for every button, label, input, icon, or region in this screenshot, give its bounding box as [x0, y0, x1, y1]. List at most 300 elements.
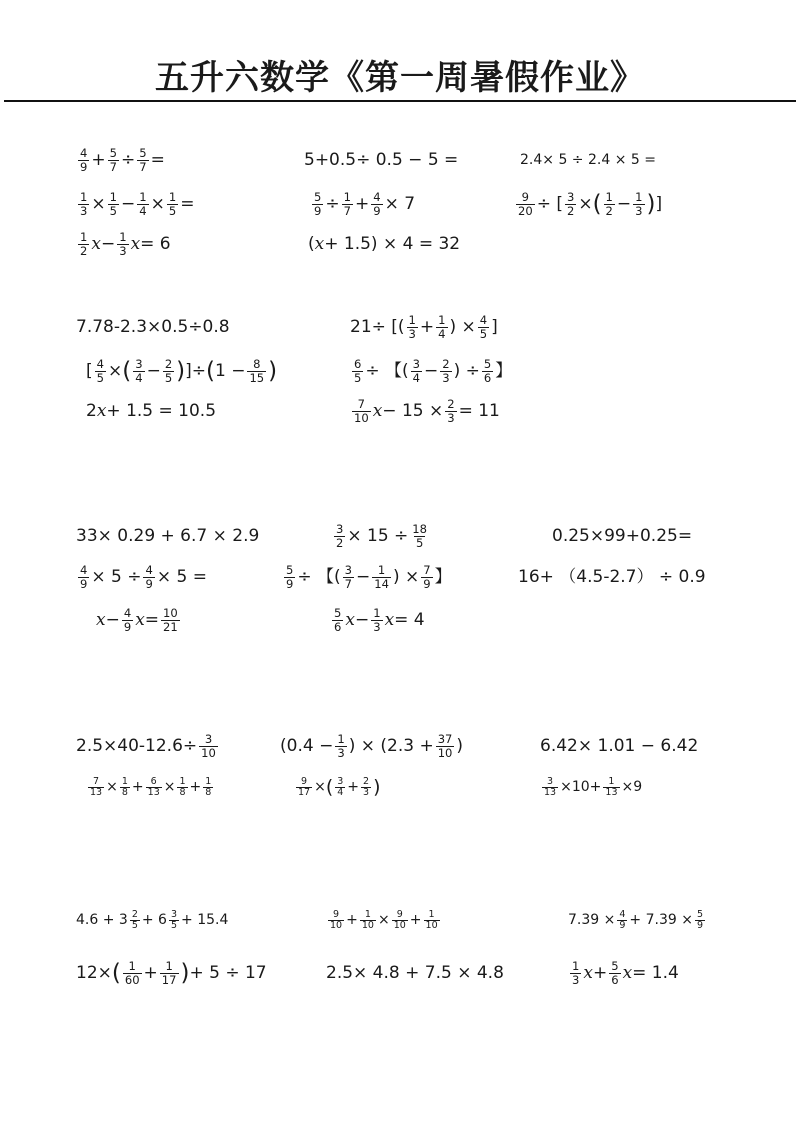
fraction: [411, 358, 422, 383]
problem-p01: [76, 138, 165, 182]
bracket: ): [180, 960, 190, 986]
denominator: 3: [80, 203, 88, 218]
variable: x: [384, 610, 395, 630]
denominator: 9: [80, 576, 88, 591]
problem-p06: [514, 182, 662, 226]
denominator: 5: [415, 535, 424, 550]
fraction: [335, 733, 346, 758]
expression-text: +: [189, 779, 202, 795]
expression-text: =: [150, 150, 165, 170]
bracket: (: [206, 358, 215, 384]
fraction: [296, 777, 312, 798]
numerator: 5: [483, 357, 492, 372]
denominator: 13: [90, 786, 103, 798]
expression-text: 2.5× 4.8 + 7.5 × 4.8: [326, 963, 504, 983]
problem-p13: [86, 389, 216, 433]
problem-p30: [326, 898, 442, 942]
denominator: 60: [124, 972, 140, 987]
bracket: ): [646, 191, 656, 217]
numerator: 2: [442, 357, 450, 372]
expression-text: −: [616, 194, 632, 214]
expression-text: +: [143, 963, 158, 983]
expression-text: −: [424, 361, 439, 381]
fraction: [372, 564, 391, 589]
expression-text: + 7.39 ×: [629, 912, 693, 928]
expression-text: 2.5×40-12.6÷: [76, 736, 198, 756]
problem-p34: [568, 951, 679, 995]
fraction: [695, 910, 705, 931]
expression-text: + 1.5) × 4 = 32: [324, 234, 461, 254]
denominator: 2: [566, 203, 575, 218]
fraction: [342, 191, 353, 216]
expression-text: ÷ 【(: [297, 567, 341, 587]
numerator: 1: [438, 313, 446, 328]
fraction: [160, 960, 179, 985]
expression-text: −: [354, 610, 370, 630]
denominator: 17: [298, 786, 311, 798]
fraction: [335, 777, 345, 798]
expression-text: 2: [86, 401, 97, 421]
denominator: 5: [109, 203, 117, 218]
numerator: 3: [566, 190, 575, 205]
fraction: [436, 733, 455, 758]
problem-p22: [330, 598, 425, 642]
numerator: 1: [408, 313, 416, 328]
denominator: 5: [164, 370, 173, 385]
expression-text: 16+ （4.5-2.7） ÷ 0.9: [518, 567, 706, 587]
fraction: [570, 960, 581, 985]
problem-p04: [76, 182, 194, 226]
expression-text: ÷ [: [536, 194, 563, 214]
fraction: [516, 191, 535, 216]
denominator: 4: [135, 370, 143, 385]
expression-text: 4.6 + 3: [76, 912, 128, 928]
expression-text: +: [419, 317, 435, 337]
fraction: [169, 910, 179, 931]
numerator: 9: [333, 908, 340, 920]
fraction: [445, 398, 456, 423]
fraction: [371, 607, 382, 632]
expression-text: ×: [377, 912, 390, 928]
denominator: 5: [168, 203, 177, 218]
denominator: 9: [314, 203, 322, 218]
page-title: 五升六数学《第一周暑假作业》: [155, 58, 645, 98]
fraction: [167, 191, 178, 216]
expression-text: (: [308, 234, 315, 254]
denominator: 10: [330, 919, 343, 931]
fraction: [117, 231, 128, 256]
numerator: 3: [135, 357, 143, 372]
expression-text: × 5 ÷: [91, 567, 142, 587]
expression-text: [: [86, 361, 93, 381]
fraction: [352, 398, 371, 423]
fraction: [410, 523, 429, 548]
denominator: 3: [373, 619, 381, 634]
fraction: [424, 910, 440, 931]
numerator: 5: [334, 606, 342, 621]
denominator: 5: [479, 326, 488, 341]
numerator: 9: [521, 190, 530, 205]
expression-text: +: [592, 963, 608, 983]
numerator: 4: [80, 563, 88, 578]
expression-text: 】: [495, 361, 513, 381]
expression-text: ) ×: [449, 317, 476, 337]
denominator: 8: [121, 786, 128, 798]
variable: x: [96, 401, 107, 421]
expression-text: =: [144, 610, 160, 630]
fraction: [146, 777, 162, 798]
problem-p29: [76, 898, 228, 942]
variable: x: [583, 963, 593, 983]
fraction: [78, 191, 89, 216]
denominator: 13: [544, 786, 557, 798]
expression-text: ×10+: [560, 779, 602, 795]
fraction: [603, 777, 619, 798]
denominator: 10: [393, 919, 406, 931]
fraction: [478, 314, 489, 339]
denominator: 7: [139, 159, 147, 174]
numerator: 1: [128, 959, 136, 974]
problem-p07: [76, 222, 171, 266]
denominator: 9: [123, 619, 132, 634]
numerator: 3: [204, 732, 213, 747]
fraction: [312, 191, 323, 216]
expression-text: 21÷ [(: [350, 317, 405, 337]
numerator: 1: [179, 775, 186, 787]
numerator: 2: [447, 397, 455, 412]
problem-p20: [518, 555, 706, 599]
expression-text: +: [354, 194, 370, 214]
denominator: 4: [139, 203, 147, 218]
bracket: ): [176, 358, 186, 384]
denominator: 20: [518, 203, 533, 218]
numerator: 5: [611, 959, 619, 974]
problem-p15: [76, 514, 259, 558]
expression-text: +: [91, 150, 106, 170]
numerator: 1: [608, 775, 615, 787]
problem-p05: [310, 182, 415, 226]
problem-p21: [96, 598, 182, 642]
expression-text: ]: [655, 194, 663, 214]
bracket: (: [122, 358, 132, 384]
fraction: [95, 358, 106, 383]
numerator: 18: [412, 522, 427, 537]
problem-p09: [76, 305, 230, 349]
fraction: [78, 564, 89, 589]
problem-p33: [326, 951, 504, 995]
fraction: [482, 358, 493, 383]
problem-p03: [520, 138, 656, 182]
numerator: 1: [605, 190, 613, 205]
numerator: 1: [121, 775, 128, 787]
denominator: 10: [437, 745, 453, 760]
expression-text: × 5 =: [156, 567, 207, 587]
denominator: 9: [696, 919, 704, 931]
numerator: 1: [205, 775, 212, 787]
fraction: [332, 607, 343, 632]
fraction: [78, 147, 89, 172]
bracket: ): [373, 776, 381, 798]
numerator: 1: [428, 908, 435, 920]
variable: x: [345, 610, 355, 630]
numerator: 3: [547, 775, 554, 787]
denominator: 15: [249, 370, 265, 385]
numerator: 1: [168, 190, 177, 205]
bracket: (: [592, 191, 602, 217]
problem-p23: [76, 724, 220, 768]
problem-p10: [350, 305, 498, 349]
denominator: 9: [619, 919, 626, 931]
fraction: [122, 607, 133, 632]
fraction: [609, 960, 620, 985]
numerator: 1: [635, 190, 643, 205]
variable: x: [130, 234, 141, 254]
expression-text: ×: [578, 194, 593, 214]
denominator: 6: [483, 370, 492, 385]
fraction: [284, 564, 295, 589]
denominator: 3: [119, 243, 127, 258]
variable: x: [622, 963, 633, 983]
denominator: 3: [635, 203, 643, 218]
fraction: [343, 564, 354, 589]
denominator: 5: [354, 370, 362, 385]
numerator: 6: [354, 357, 362, 372]
numerator: 6: [150, 775, 157, 787]
expression-text: =: [180, 194, 195, 214]
expression-text: + 15.4: [181, 912, 229, 928]
expression-text: ) ÷: [453, 361, 480, 381]
expression-text: −: [105, 610, 120, 630]
expression-text: 】: [434, 567, 452, 587]
numerator: 9: [396, 908, 403, 920]
fraction: [120, 777, 130, 798]
numerator: 4: [619, 908, 626, 920]
denominator: 6: [611, 972, 619, 987]
expression-text: ×9: [621, 779, 643, 795]
denominator: 4: [412, 370, 420, 385]
denominator: 21: [163, 619, 178, 634]
fraction: [352, 358, 363, 383]
numerator: 1: [373, 606, 381, 621]
expression-text: + 5 ÷ 17: [189, 963, 267, 983]
expression-text: + 6: [141, 912, 167, 928]
expression-text: × 15 ÷: [347, 526, 409, 546]
fraction: [334, 523, 345, 548]
fraction: [137, 191, 148, 216]
fraction: [371, 191, 382, 216]
fraction: [542, 777, 558, 798]
problem-p19: [282, 555, 452, 599]
denominator: 9: [80, 159, 88, 174]
numerator: 1: [343, 190, 351, 205]
expression-text: 5+0.5÷ 0.5 − 5 =: [304, 150, 459, 170]
expression-text: −: [146, 361, 161, 381]
variable: x: [314, 234, 325, 254]
numerator: 5: [139, 146, 147, 161]
fraction: [177, 777, 187, 798]
numerator: 4: [479, 313, 488, 328]
expression-text: ]÷: [185, 361, 207, 381]
variable: x: [372, 401, 383, 421]
fraction: [130, 910, 140, 931]
problem-p11: [86, 349, 277, 393]
fraction: [361, 777, 371, 798]
problem-p16: [332, 514, 431, 558]
numerator: 2: [131, 908, 138, 920]
numerator: 5: [109, 146, 117, 161]
expression-text: +: [346, 912, 358, 928]
denominator: 7: [109, 159, 117, 174]
numerator: 3: [412, 357, 420, 372]
numerator: 1: [80, 230, 88, 245]
fraction: [78, 231, 89, 256]
denominator: 3: [447, 410, 455, 425]
denominator: 3: [408, 326, 416, 341]
denominator: 9: [286, 576, 294, 591]
denominator: 3: [363, 786, 370, 798]
denominator: 6: [334, 619, 342, 634]
problem-p26: [86, 765, 215, 809]
fraction: [203, 777, 213, 798]
denominator: 13: [605, 786, 618, 798]
expression-text: ): [456, 736, 464, 756]
problem-p31: [568, 898, 707, 942]
denominator: 9: [423, 576, 431, 591]
denominator: 9: [145, 576, 153, 591]
denominator: 10: [425, 919, 438, 931]
expression-text: +: [409, 912, 422, 928]
denominator: 2: [336, 535, 344, 550]
fraction: [161, 607, 180, 632]
numerator: 1: [109, 190, 117, 205]
numerator: 4: [123, 606, 132, 621]
expression-text: −: [100, 234, 116, 254]
expression-text: − 15 ×: [382, 401, 444, 421]
fraction: [137, 147, 148, 172]
numerator: 9: [301, 775, 308, 787]
expression-text: ×: [314, 779, 326, 795]
expression-text: ×: [163, 779, 176, 795]
expression-text: +: [131, 779, 144, 795]
numerator: 7: [93, 775, 100, 787]
expression-text: ×: [106, 779, 118, 795]
denominator: 5: [170, 919, 178, 931]
numerator: 3: [344, 563, 352, 578]
expression-text: ) × (2.3 +: [348, 736, 434, 756]
expression-text: = 1.4: [632, 963, 679, 983]
problem-p08: [308, 222, 460, 266]
problem-p12: [350, 349, 512, 393]
expression-text: ) ×: [392, 567, 420, 587]
expression-text: + 1.5 = 10.5: [106, 401, 217, 421]
numerator: 10: [163, 606, 178, 621]
denominator: 10: [354, 410, 369, 425]
expression-text: ×: [150, 194, 165, 214]
denominator: 14: [374, 576, 389, 591]
fraction: [360, 910, 376, 931]
expression-text: = 4: [394, 610, 425, 630]
numerator: 1: [139, 190, 147, 205]
fraction: [108, 147, 119, 172]
numerator: 4: [145, 563, 153, 578]
denominator: 3: [442, 370, 450, 385]
fraction: [199, 733, 218, 758]
fraction: [143, 564, 154, 589]
denominator: 3: [572, 972, 580, 987]
problem-p02: [304, 138, 458, 182]
expression-text: ×: [108, 361, 123, 381]
variable: x: [96, 610, 106, 630]
fraction: [328, 910, 344, 931]
bracket: (: [111, 960, 121, 986]
expression-text: ÷: [325, 194, 340, 214]
denominator: 4: [337, 786, 344, 798]
numerator: 1: [364, 908, 371, 920]
fraction: [247, 358, 266, 383]
problem-p28: [540, 765, 642, 809]
numerator: 2: [164, 357, 173, 372]
problem-p24: [280, 724, 463, 768]
numerator: 5: [696, 908, 704, 920]
denominator: 2: [80, 243, 88, 258]
numerator: 1: [119, 230, 127, 245]
numerator: 5: [286, 563, 294, 578]
denominator: 3: [337, 745, 345, 760]
fraction: [604, 191, 615, 216]
bracket: ): [268, 358, 278, 384]
expression-text: ×: [91, 194, 106, 214]
expression-text: 33× 0.29 + 6.7 × 2.9: [76, 526, 260, 546]
denominator: 7: [343, 203, 351, 218]
numerator: 5: [314, 190, 322, 205]
fraction: [133, 358, 144, 383]
denominator: 5: [96, 370, 104, 385]
numerator: 1: [572, 959, 580, 974]
expression-text: +: [347, 779, 360, 795]
denominator: 7: [344, 576, 352, 591]
denominator: 10: [361, 919, 374, 931]
expression-text: ]: [491, 317, 498, 337]
problem-p27: [294, 765, 380, 809]
denominator: 17: [161, 972, 177, 987]
title-underline: [4, 100, 796, 102]
fraction: [88, 777, 104, 798]
problem-p18: [76, 555, 207, 599]
fraction: [407, 314, 418, 339]
fraction: [617, 910, 627, 931]
fraction: [421, 564, 432, 589]
denominator: 5: [131, 919, 138, 931]
fraction: [108, 191, 119, 216]
expression-text: = 11: [458, 401, 500, 421]
denominator: 8: [179, 786, 186, 798]
expression-text: 2.4× 5 ÷ 2.4 × 5 =: [520, 152, 656, 168]
numerator: 7: [423, 563, 431, 578]
problem-p32: [76, 951, 267, 995]
fraction: [633, 191, 644, 216]
denominator: 8: [205, 786, 212, 798]
expression-text: (0.4 −: [280, 736, 334, 756]
denominator: 4: [438, 326, 446, 341]
numerator: 3: [170, 908, 178, 920]
expression-text: −: [356, 567, 371, 587]
denominator: 9: [373, 203, 381, 218]
denominator: 10: [201, 745, 216, 760]
expression-text: = 6: [140, 234, 171, 254]
bracket: (: [325, 776, 334, 798]
fraction: [565, 191, 576, 216]
numerator: 2: [363, 775, 370, 787]
